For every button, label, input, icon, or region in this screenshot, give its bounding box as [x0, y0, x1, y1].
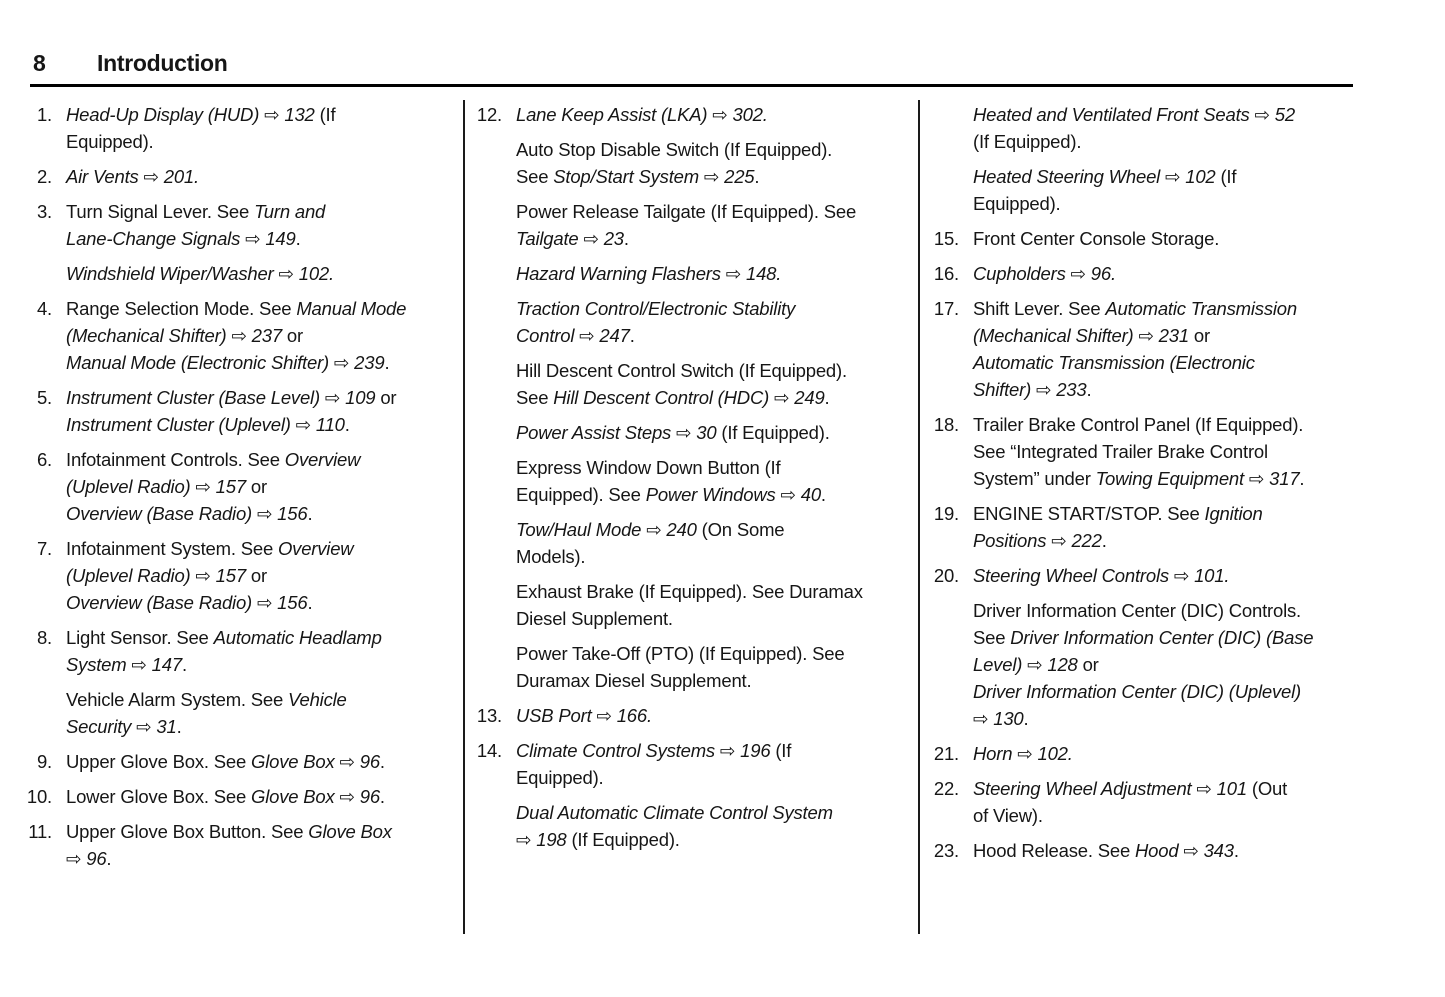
- item-number: 16.: [933, 263, 959, 284]
- item-number: 2.: [36, 166, 52, 187]
- item-text: [516, 737, 916, 853]
- list-item: [929, 775, 1389, 829]
- plain-text: .: [623, 228, 629, 249]
- plain-text: Lower Glove Box. See: [66, 786, 252, 807]
- plain-text: Equipped). See: [516, 484, 646, 505]
- plain-text: Infotainment Controls. See: [66, 449, 285, 470]
- reference-text: Security ⇨ 31: [66, 716, 177, 737]
- list-item: [22, 446, 452, 527]
- reference-text: Level) ⇨ 128: [973, 654, 1078, 675]
- item-number: 20.: [933, 565, 959, 586]
- item-text: [973, 740, 1389, 767]
- item-text: [66, 748, 452, 775]
- plain-text: .: [754, 166, 760, 187]
- list-item: [22, 748, 452, 775]
- plain-text: Power Release Tailgate (If Equipped). See: [516, 201, 857, 222]
- reference-text: Power Assist Steps ⇨ 30: [516, 422, 717, 443]
- plain-text: .: [344, 414, 350, 435]
- item-number: 23.: [933, 840, 959, 861]
- reference-text: Driver Information Center (DIC) (Base: [1010, 627, 1314, 648]
- reference-text: Instrument Cluster (Uplevel) ⇨ 110: [66, 414, 345, 435]
- item-text: [66, 624, 452, 740]
- item-text: [66, 295, 452, 376]
- item-text: [973, 500, 1389, 554]
- reference-text: Overview (Base Radio) ⇨ 156: [66, 592, 308, 613]
- plain-text: .: [379, 751, 385, 772]
- item-number: [929, 101, 959, 217]
- paragraph: [66, 748, 452, 775]
- item-number: 21.: [933, 743, 959, 764]
- plain-text: .: [176, 716, 182, 737]
- paragraph: [516, 737, 916, 791]
- list-item: [929, 837, 1389, 864]
- reference-text: (Uplevel Radio) ⇨ 157: [66, 476, 246, 497]
- reference-text: Hill Descent Control (HDC) ⇨ 249: [553, 387, 825, 408]
- reference-text: ⇨ 198: [516, 829, 567, 850]
- plain-text: .: [295, 228, 301, 249]
- reference-text: USB Port ⇨ 166.: [516, 705, 652, 726]
- paragraph: [66, 535, 452, 616]
- plain-text: Equipped).: [66, 131, 154, 152]
- reference-text: Manual Mode: [296, 298, 407, 319]
- plain-text: Upper Glove Box Button. See: [66, 821, 309, 842]
- paragraph: [516, 702, 916, 729]
- plain-text: Auto Stop Disable Switch (If Equipped).: [516, 139, 833, 160]
- list-item: [472, 737, 916, 853]
- list-item: [472, 702, 916, 729]
- reference-text: ⇨ 130: [973, 708, 1024, 729]
- plain-text: .: [1233, 840, 1239, 861]
- item-number: 5.: [36, 387, 52, 408]
- plain-text: (If: [770, 740, 792, 761]
- reference-text: Towing Equipment ⇨ 317: [1095, 468, 1300, 489]
- reference-text: Control ⇨ 247: [516, 325, 630, 346]
- reference-text: Instrument Cluster (Base Level) ⇨ 109: [66, 387, 376, 408]
- item-text: [66, 163, 452, 190]
- item-text: [66, 818, 452, 872]
- item-text: [516, 101, 916, 694]
- paragraph: [516, 454, 916, 508]
- reference-text: Hazard Warning Flashers ⇨ 148.: [516, 263, 782, 284]
- reference-text: Automatic Transmission: [1105, 298, 1297, 319]
- reference-text: Overview: [277, 538, 354, 559]
- column-separator: [463, 100, 465, 934]
- reference-text: Driver Information Center (DIC) (Uplevel): [973, 681, 1301, 702]
- reference-text: Automatic Transmission (Electronic: [973, 352, 1255, 373]
- list-item: [22, 818, 452, 872]
- plain-text: Turn Signal Lever. See: [66, 201, 255, 222]
- reference-text: Positions ⇨ 222: [973, 530, 1102, 551]
- plain-text: Light Sensor. See: [66, 627, 214, 648]
- plain-text: (Out: [1246, 778, 1288, 799]
- list-item: [22, 384, 452, 438]
- list-item: [929, 740, 1389, 767]
- list-item: [22, 624, 452, 740]
- page-title: Introduction: [97, 50, 228, 76]
- page-number: 8: [33, 50, 46, 76]
- paragraph: [516, 136, 916, 190]
- paragraph: [973, 775, 1389, 829]
- header-rule: [30, 84, 1353, 87]
- plain-text: Hill Descent Control Switch (If Equipped).: [516, 360, 847, 381]
- paragraph: [66, 384, 452, 438]
- reference-text: Lane Keep Assist (LKA) ⇨ 302.: [516, 104, 768, 125]
- reference-text: (Mechanical Shifter) ⇨ 237: [66, 325, 282, 346]
- plain-text: .: [1023, 708, 1029, 729]
- plain-text: .: [629, 325, 635, 346]
- plain-text: .: [820, 484, 826, 505]
- item-text: [973, 411, 1389, 492]
- plain-text: See: [516, 166, 554, 187]
- paragraph: [66, 163, 452, 190]
- paragraph: [973, 225, 1389, 252]
- item-text: [973, 295, 1389, 403]
- plain-text: Shift Lever. See: [973, 298, 1106, 319]
- item-text: [66, 101, 452, 155]
- plain-text: or: [245, 476, 267, 497]
- reference-text: Climate Control Systems ⇨ 196: [516, 740, 771, 761]
- list-item: [929, 260, 1389, 287]
- plain-text: (If: [1215, 166, 1237, 187]
- item-text: [516, 702, 916, 729]
- item-number: 3.: [36, 201, 52, 222]
- item-text: [973, 562, 1389, 732]
- paragraph: [973, 101, 1389, 155]
- paragraph: [66, 295, 452, 376]
- reference-text: Lane-Change Signals ⇨ 149: [66, 228, 296, 249]
- paragraph: [66, 783, 452, 810]
- reference-text: Manual Mode (Electronic Shifter) ⇨ 239: [66, 352, 385, 373]
- item-number: 19.: [933, 503, 959, 524]
- item-number: 14.: [476, 740, 502, 761]
- plain-text: or: [375, 387, 397, 408]
- plain-text: Driver Information Center (DIC) Controls.: [973, 600, 1301, 621]
- paragraph: [66, 818, 452, 872]
- reference-text: Tailgate ⇨ 23: [516, 228, 624, 249]
- paragraph: [66, 686, 452, 740]
- plain-text: Duramax Diesel Supplement.: [516, 670, 752, 691]
- paragraph: [973, 597, 1389, 732]
- plain-text: Front Center Console Storage.: [973, 228, 1220, 249]
- paragraph: [516, 799, 916, 853]
- plain-text: Equipped).: [973, 193, 1061, 214]
- reference-text: Air Vents ⇨ 201.: [66, 166, 199, 187]
- reference-text: Turn and: [254, 201, 326, 222]
- item-text: [66, 446, 452, 527]
- plain-text: Diesel Supplement.: [516, 608, 673, 629]
- list-item: [22, 198, 452, 287]
- paragraph: [973, 163, 1389, 217]
- reference-text: Heated and Ventilated Front Seats ⇨ 52: [973, 104, 1295, 125]
- plain-text: Vehicle Alarm System. See: [66, 689, 289, 710]
- list-item: [22, 535, 452, 616]
- item-text: [66, 198, 452, 287]
- plain-text: .: [106, 848, 112, 869]
- item-number: 11.: [28, 821, 52, 842]
- item-text: [973, 225, 1389, 252]
- list-item: [22, 295, 452, 376]
- paragraph: [973, 562, 1389, 589]
- reference-text: Tow/Haul Mode ⇨ 240: [516, 519, 697, 540]
- item-number: 17.: [933, 298, 959, 319]
- reference-text: Power Windows ⇨ 40: [645, 484, 821, 505]
- plain-text: Range Selection Mode. See: [66, 298, 297, 319]
- plain-text: .: [1086, 379, 1092, 400]
- paragraph: [516, 198, 916, 252]
- reference-text: Head-Up Display (HUD) ⇨ 132: [66, 104, 315, 125]
- reference-text: Hood ⇨ 343: [1134, 840, 1234, 861]
- reference-text: (Uplevel Radio) ⇨ 157: [66, 565, 246, 586]
- paragraph: [973, 500, 1389, 554]
- item-text: [973, 837, 1389, 864]
- column-separator: [918, 100, 920, 934]
- reference-text: Overview (Base Radio) ⇨ 156: [66, 503, 308, 524]
- paragraph: [516, 101, 916, 128]
- list-item: [929, 225, 1389, 252]
- list-item: [22, 163, 452, 190]
- item-number: 12.: [476, 104, 502, 125]
- plain-text: See: [973, 627, 1011, 648]
- plain-text: See “Integrated Trailer Brake Control: [973, 441, 1268, 462]
- paragraph: [973, 740, 1389, 767]
- reference-text: Glove Box ⇨ 96: [251, 751, 380, 772]
- paragraph: [66, 260, 452, 287]
- plain-text: System” under: [973, 468, 1096, 489]
- item-number: 1.: [36, 104, 52, 125]
- plain-text: .: [1299, 468, 1305, 489]
- paragraph: [66, 624, 452, 678]
- plain-text: Exhaust Brake (If Equipped). See Duramax: [516, 581, 863, 602]
- plain-text: Trailer Brake Control Panel (If Equipped).: [973, 414, 1304, 435]
- paragraph: [516, 516, 916, 570]
- plain-text: Hood Release. See: [973, 840, 1135, 861]
- paragraph: [973, 295, 1389, 403]
- plain-text: Equipped).: [516, 767, 604, 788]
- paragraph: [973, 260, 1389, 287]
- item-number: 13.: [476, 705, 502, 726]
- plain-text: ENGINE START/STOP. See: [973, 503, 1205, 524]
- list-item: [22, 783, 452, 810]
- plain-text: Power Take-Off (PTO) (If Equipped). See: [516, 643, 845, 664]
- reference-text: ⇨ 96: [66, 848, 107, 869]
- list-item: [929, 101, 1389, 217]
- paragraph: [516, 260, 916, 287]
- paragraph: [516, 578, 916, 632]
- reference-text: Ignition: [1204, 503, 1263, 524]
- plain-text: or: [1188, 325, 1210, 346]
- plain-text: Infotainment System. See: [66, 538, 278, 559]
- reference-text: Cupholders ⇨ 96.: [973, 263, 1116, 284]
- item-number: 4.: [36, 298, 52, 319]
- plain-text: or: [1077, 654, 1099, 675]
- paragraph: [66, 198, 452, 252]
- list-item: [929, 295, 1389, 403]
- item-text: [973, 260, 1389, 287]
- plain-text: (If Equipped).: [973, 131, 1082, 152]
- column-2: [472, 101, 916, 861]
- plain-text: .: [379, 786, 385, 807]
- reference-text: Traction Control/Electronic Stability: [516, 298, 796, 319]
- item-number: 7.: [36, 538, 52, 559]
- reference-text: Stop/Start System ⇨ 225: [553, 166, 755, 187]
- reference-text: Horn ⇨ 102.: [973, 743, 1073, 764]
- paragraph: [973, 411, 1389, 492]
- plain-text: .: [824, 387, 830, 408]
- reference-text: Steering Wheel Controls ⇨ 101.: [973, 565, 1230, 586]
- list-item: [929, 411, 1389, 492]
- paragraph: [516, 640, 916, 694]
- item-text: [66, 535, 452, 616]
- plain-text: (If Equipped).: [566, 829, 680, 850]
- item-text: [66, 783, 452, 810]
- plain-text: or: [245, 565, 267, 586]
- paragraph: [66, 101, 452, 155]
- plain-text: (If Equipped).: [716, 422, 830, 443]
- item-text: [973, 775, 1389, 829]
- column-1: [22, 101, 452, 880]
- item-number: 18.: [933, 414, 959, 435]
- reference-text: System ⇨ 147: [66, 654, 182, 675]
- reference-text: Automatic Headlamp: [213, 627, 382, 648]
- list-item: [472, 101, 916, 694]
- item-number: 15.: [933, 228, 959, 249]
- reference-text: Glove Box ⇨ 96: [251, 786, 380, 807]
- list-item: [929, 500, 1389, 554]
- reference-text: Steering Wheel Adjustment ⇨ 101: [973, 778, 1247, 799]
- plain-text: (If: [314, 104, 336, 125]
- plain-text: of View).: [973, 805, 1043, 826]
- paragraph: [516, 357, 916, 411]
- item-number: 10.: [26, 786, 52, 807]
- plain-text: Upper Glove Box. See: [66, 751, 252, 772]
- reference-text: Vehicle: [288, 689, 347, 710]
- paragraph: [516, 419, 916, 446]
- plain-text: Models).: [516, 546, 586, 567]
- reference-text: Glove Box: [308, 821, 392, 842]
- item-text: [973, 101, 1389, 217]
- reference-text: Heated Steering Wheel ⇨ 102: [973, 166, 1216, 187]
- reference-text: (Mechanical Shifter) ⇨ 231: [973, 325, 1189, 346]
- paragraph: [66, 446, 452, 527]
- plain-text: or: [281, 325, 303, 346]
- paragraph: [973, 837, 1389, 864]
- reference-text: Windshield Wiper/Washer ⇨ 102.: [66, 263, 334, 284]
- plain-text: .: [307, 503, 313, 524]
- reference-text: Dual Automatic Climate Control System: [516, 802, 833, 823]
- list-item: [929, 562, 1389, 732]
- plain-text: .: [384, 352, 390, 373]
- plain-text: (On Some: [696, 519, 785, 540]
- list-item: [22, 101, 452, 155]
- item-number: 9.: [36, 751, 52, 772]
- plain-text: See: [516, 387, 554, 408]
- plain-text: .: [1101, 530, 1107, 551]
- item-text: [66, 384, 452, 438]
- paragraph: [516, 295, 916, 349]
- item-number: 22.: [933, 778, 959, 799]
- reference-text: Shifter) ⇨ 233: [973, 379, 1087, 400]
- column-3: [929, 101, 1389, 872]
- plain-text: .: [181, 654, 187, 675]
- plain-text: Express Window Down Button (If: [516, 457, 781, 478]
- item-number: 6.: [36, 449, 52, 470]
- plain-text: .: [307, 592, 313, 613]
- reference-text: Overview: [284, 449, 361, 470]
- item-number: 8.: [36, 627, 52, 648]
